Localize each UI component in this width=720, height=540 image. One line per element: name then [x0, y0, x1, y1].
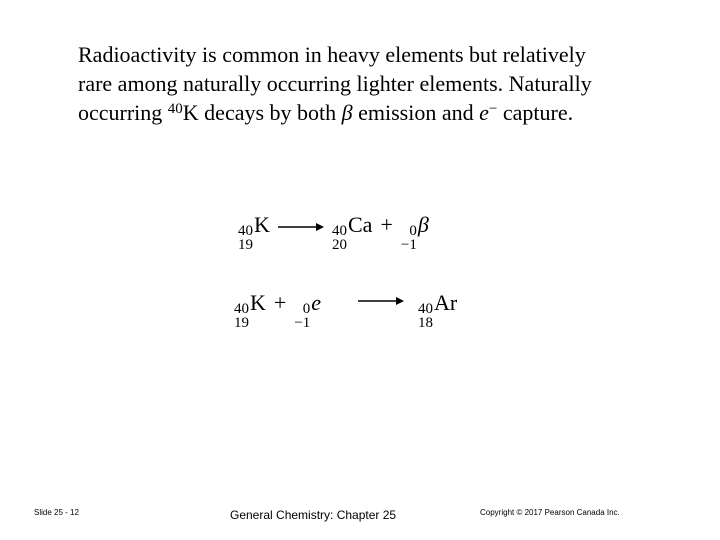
intro-line-2: rare among naturally occurring lighter elements. Naturally — [78, 71, 592, 96]
reaction2-product: 40 18 Ar — [418, 290, 458, 331]
reaction1-products: 40 20 Ca + 0 −1 β — [332, 212, 429, 253]
reaction1-arrow-icon — [278, 222, 324, 232]
intro-line-1: Radioactivity is common in heavy elements but relatively — [78, 42, 586, 67]
reaction1-reactant: 40 19 K — [238, 212, 270, 253]
reaction2-arrow-icon — [358, 296, 404, 306]
intro-line-3: occurring $^{40}$K decays by both β emission and e− capture. — [78, 100, 574, 125]
intro-paragraph — [78, 40, 678, 127]
copyright: Copyright © 2017 Pearson Canada Inc. — [480, 508, 620, 517]
slide-number: Slide 25 - 12 — [34, 508, 79, 517]
course-title: General Chemistry: Chapter 25 — [230, 508, 397, 522]
reaction2-reactants: 40 19 K + 0 −1 e — [234, 290, 322, 331]
